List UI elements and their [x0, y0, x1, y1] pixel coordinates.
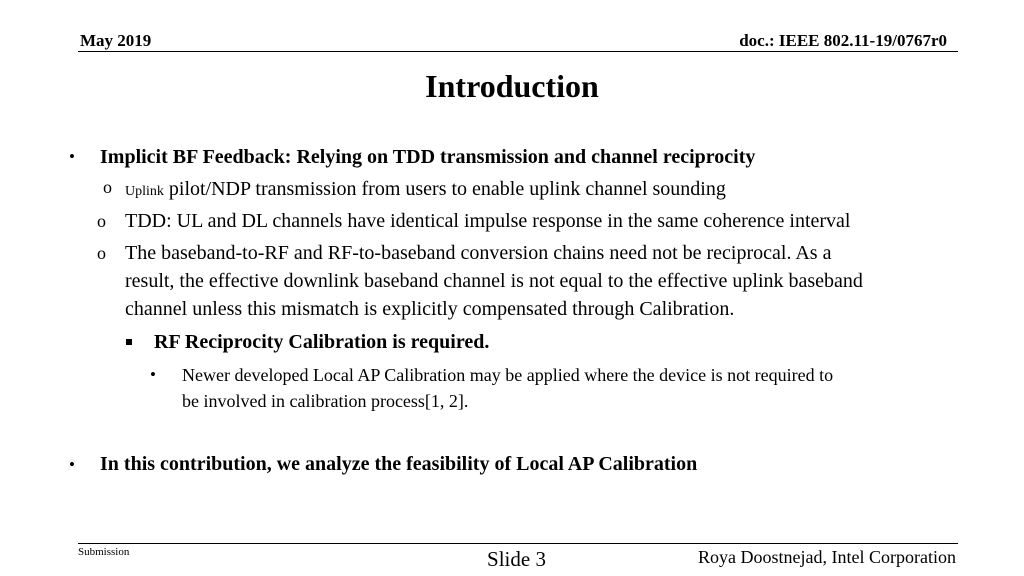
- square-bullet-marker: [126, 339, 132, 345]
- level-4-line-2: be involved in calibration process[1, 2].: [182, 391, 469, 411]
- sub-bullet-3-line-1: The baseband-to-RF and RF-to-baseband conversion chains need not be reciprocal. As a: [125, 242, 832, 264]
- slide-title: Introduction: [425, 68, 599, 104]
- level-3-text: RF Reciprocity Calibration is required.: [154, 331, 490, 353]
- sub-bullet-1-text: [125, 175, 726, 206]
- bullet-1-text: Implicit BF Feedback: Relying on TDD transmission and channel reciprocity: [100, 146, 756, 168]
- bullet-2-text: In this contribution, we analyze the feasibility of Local AP Calibration: [100, 453, 698, 475]
- footer-rule: [78, 543, 958, 544]
- sub-bullet-1-rest: pilot/NDP transmission from users to enable uplink channel sounding: [163, 178, 726, 200]
- header-doc-id: doc.: IEEE 802.11-19/0767r0: [739, 31, 947, 50]
- sub-bullet-marker: o: [103, 177, 112, 197]
- dot-bullet-marker: •: [150, 365, 156, 384]
- footer-author: Roya Doostnejad, Intel Corporation: [698, 547, 956, 567]
- sub-bullet-marker: o: [97, 211, 106, 231]
- bullet-marker: •: [69, 455, 75, 474]
- footer-submission: Submission: [78, 546, 130, 558]
- header-date: May 2019: [80, 31, 152, 50]
- footer-slide-number: Slide 3: [487, 547, 546, 571]
- sub-bullet-3-line-3: channel unless this mismatch is explicitly compensated through Calibration.: [125, 298, 735, 320]
- sub-bullet-2-text: TDD: UL and DL channels have identical impulse response in the same coherence interval: [125, 210, 851, 232]
- bullet-marker: •: [69, 147, 75, 166]
- sub-bullet-1-small-word: Uplink: [125, 184, 164, 199]
- level-4-line-1: Newer developed Local AP Calibration may be applied where the device is not required to: [182, 365, 834, 385]
- header-rule: [78, 51, 958, 52]
- sub-bullet-3-line-2: result, the effective downlink baseband channel is not equal to the effective uplink baseband: [125, 270, 863, 292]
- sub-bullet-marker: o: [97, 243, 106, 263]
